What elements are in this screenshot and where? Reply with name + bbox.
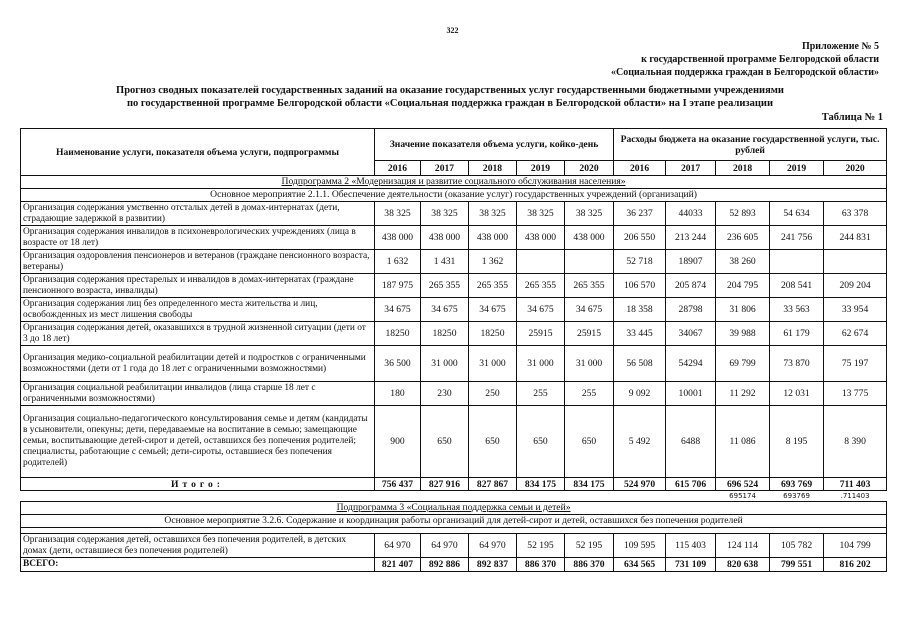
expense-value [824, 250, 887, 274]
note-spacer [469, 491, 517, 502]
expense-value [770, 250, 824, 274]
expense-value: 73 870 [770, 346, 824, 382]
note-spacer [614, 491, 666, 502]
volume-value: 438 000 [565, 226, 614, 250]
expense-value: 109 595 [614, 534, 666, 558]
expense-value: 208 541 [770, 274, 824, 298]
table-row [21, 250, 887, 274]
expense-value: 104 799 [824, 534, 887, 558]
volume-value: 18250 [375, 322, 421, 346]
expense-value: 615 706 [666, 478, 716, 491]
volume-value: 255 [517, 382, 565, 406]
volume-value: 25915 [565, 322, 614, 346]
document-heading [60, 84, 840, 110]
expense-value: 105 782 [770, 534, 824, 558]
expense-value: 11 292 [716, 382, 770, 406]
expense-value: 206 550 [614, 226, 666, 250]
volume-value: 650 [565, 406, 614, 478]
service-name: Организация содержания престарелых и инвалидов в домах-интернатах (граждане пенсионного возраста, инвалиды) [21, 274, 375, 298]
volume-value: 34 675 [421, 298, 469, 322]
volume-value: 255 [565, 382, 614, 406]
note-spacer [666, 491, 716, 502]
appendix-line1: Приложение № 5 [801, 41, 879, 52]
expense-value: 6488 [666, 406, 716, 478]
measure-2-1-1-title: Основное мероприятие 2.1.1. Обеспечение деятельности (оказание услуг) государственных учреждений (организаций) [21, 189, 887, 202]
expense-value: 36 237 [614, 202, 666, 226]
volume-value: 180 [375, 382, 421, 406]
year-header: 2019 [770, 161, 824, 176]
volume-value: 64 970 [375, 534, 421, 558]
expense-value: 236 605 [716, 226, 770, 250]
expense-value: 124 114 [716, 534, 770, 558]
handwritten-note: 693769 [770, 491, 824, 502]
table-row [21, 346, 887, 382]
year-header: 2020 [824, 161, 887, 176]
service-name: Организация социальной реабилитации инвалидов (лица старше 18 лет с ограниченными возможностями) [21, 382, 375, 406]
year-header: 2016 [614, 161, 666, 176]
note-spacer [421, 491, 469, 502]
expense-value: 62 674 [824, 322, 887, 346]
expense-value: 106 570 [614, 274, 666, 298]
expense-value: 205 874 [666, 274, 716, 298]
expense-value: 63 378 [824, 202, 887, 226]
volume-value: 52 195 [565, 534, 614, 558]
volume-value: 834 175 [517, 478, 565, 491]
volume-value: 265 355 [421, 274, 469, 298]
volume-value: 38 325 [517, 202, 565, 226]
year-header: 2016 [375, 161, 421, 176]
expense-value: 28798 [666, 298, 716, 322]
volume-value: 36 500 [375, 346, 421, 382]
expense-value: 61 179 [770, 322, 824, 346]
volume-value: 31 000 [421, 346, 469, 382]
note-spacer [375, 491, 421, 502]
expense-value: 524 970 [614, 478, 666, 491]
table-number: Таблица № 1 [821, 112, 883, 123]
volume-value: 34 675 [517, 298, 565, 322]
volume-value: 827 916 [421, 478, 469, 491]
year-header: 2018 [716, 161, 770, 176]
expense-value: 54 634 [770, 202, 824, 226]
volume-value: 1 632 [375, 250, 421, 274]
subprogram-3-title: Подпрограмма 3 «Социальная поддержка семьи и детей» [21, 502, 887, 515]
year-header: 2018 [469, 161, 517, 176]
expense-value: 693 769 [770, 478, 824, 491]
volume-value: 650 [469, 406, 517, 478]
year-header: 2020 [565, 161, 614, 176]
expense-value: 731 109 [666, 558, 716, 572]
expense-value: 799 551 [770, 558, 824, 572]
expense-value: 9 092 [614, 382, 666, 406]
expense-value: 52 893 [716, 202, 770, 226]
expense-value: 8 390 [824, 406, 887, 478]
volume-value: 438 000 [375, 226, 421, 250]
heading-line1: Прогноз сводных показателей государственных заданий на оказание государственных услуг государственными бюджетными учреждениями [116, 85, 784, 96]
expense-value: 115 403 [666, 534, 716, 558]
table-row [21, 202, 887, 226]
expense-group-header: Расходы бюджета на оказание государственной услуги, тыс. рублей [614, 129, 887, 161]
note-spacer [21, 491, 375, 502]
table-row [21, 274, 887, 298]
volume-value: 892 886 [421, 558, 469, 572]
volume-value: 250 [469, 382, 517, 406]
volume-value: 18250 [469, 322, 517, 346]
year-header: 2019 [517, 161, 565, 176]
volume-value: 650 [421, 406, 469, 478]
volume-value [517, 250, 565, 274]
expense-value: 52 718 [614, 250, 666, 274]
service-name: Организация содержания лиц без определенного места жительства и лиц, освобожденных из мест лишения свободы [21, 298, 375, 322]
expense-value: 816 202 [824, 558, 887, 572]
expense-value: 11 086 [716, 406, 770, 478]
expense-value: 696 524 [716, 478, 770, 491]
note-spacer [565, 491, 614, 502]
volume-value: 756 437 [375, 478, 421, 491]
itogo-label: Итого: [21, 478, 375, 491]
service-name: Организация содержания детей, оставшихся без попечения родителей, в детских домах (дети, оставшиеся без попечения родителей) [21, 534, 375, 558]
expense-value: 38 260 [716, 250, 770, 274]
volume-value: 438 000 [469, 226, 517, 250]
expense-value: 241 756 [770, 226, 824, 250]
expense-value: 54294 [666, 346, 716, 382]
expense-value: 13 775 [824, 382, 887, 406]
volume-value: 38 325 [469, 202, 517, 226]
expense-value: 33 445 [614, 322, 666, 346]
volume-value: 34 675 [469, 298, 517, 322]
itogo-row [21, 478, 887, 491]
volume-value: 438 000 [517, 226, 565, 250]
service-name: Организация содержания инвалидов в психоневрологических учреждениях (лица в возрасте от 18 лет) [21, 226, 375, 250]
page-number: 322 [446, 26, 459, 35]
service-name: Организация оздоровления пенсионеров и ветеранов (граждане пенсионного возраста, ветераны) [21, 250, 375, 274]
appendix-header [611, 40, 879, 79]
volume-group-header: Значение показателя объема услуги, койко-день [375, 129, 614, 161]
service-name: Организация содержания умственно отсталых детей в домах-интернатах (дети, страдающие задержкой в развитии) [21, 202, 375, 226]
volume-value: 64 970 [469, 534, 517, 558]
volume-value: 1 431 [421, 250, 469, 274]
total-row [21, 558, 887, 572]
expense-value: 75 197 [824, 346, 887, 382]
expense-value: 34067 [666, 322, 716, 346]
table-row [21, 298, 887, 322]
volume-value: 25915 [517, 322, 565, 346]
expense-value: 18907 [666, 250, 716, 274]
volume-value: 438 000 [421, 226, 469, 250]
volume-value: 886 370 [517, 558, 565, 572]
volume-value: 892 837 [469, 558, 517, 572]
table-row [21, 382, 887, 406]
volume-value: 34 675 [565, 298, 614, 322]
heading-line2: по государственной программе Белгородской области «Социальная поддержка граждан в Белгородской области» на I этапе реализации [126, 98, 774, 109]
expense-value: 31 806 [716, 298, 770, 322]
note-spacer [517, 491, 565, 502]
volume-value: 886 370 [565, 558, 614, 572]
subprogram-2-title: Подпрограмма 2 «Модернизация и развитие социального обслуживания населения» [21, 176, 887, 189]
handwritten-note: .711403 [824, 491, 887, 502]
volume-value: 38 325 [565, 202, 614, 226]
volume-value: 31 000 [469, 346, 517, 382]
expense-value: 209 204 [824, 274, 887, 298]
expense-value: 213 244 [666, 226, 716, 250]
volume-value: 230 [421, 382, 469, 406]
volume-value: 31 000 [517, 346, 565, 382]
expense-value: 69 799 [716, 346, 770, 382]
service-name: Организация медико-социальной реабилитации детей и подростков с ограниченными возможностями (дети от 1 года до 18 лет с ограниченными возможностями) [21, 346, 375, 382]
appendix-line3: «Социальная поддержка граждан в Белгородской области» [610, 67, 879, 78]
expense-value: 8 195 [770, 406, 824, 478]
expense-value: 18 358 [614, 298, 666, 322]
volume-value: 265 355 [565, 274, 614, 298]
table-row [21, 226, 887, 250]
year-header: 2017 [666, 161, 716, 176]
expense-value: 33 563 [770, 298, 824, 322]
expense-value: 820 638 [716, 558, 770, 572]
appendix-line2: к государственной программе Белгородской области [641, 54, 879, 65]
table-row [21, 406, 887, 478]
volume-value: 1 362 [469, 250, 517, 274]
expense-value: 44033 [666, 202, 716, 226]
volume-value: 38 325 [375, 202, 421, 226]
service-name: Организация содержания детей, оказавшихся в трудной жизненной ситуации (дети от 3 до 18 лет) [21, 322, 375, 346]
volume-value: 834 175 [565, 478, 614, 491]
expense-value: 33 954 [824, 298, 887, 322]
volume-value: 827 867 [469, 478, 517, 491]
volume-value: 821 407 [375, 558, 421, 572]
expense-value: 634 565 [614, 558, 666, 572]
volume-value: 187 975 [375, 274, 421, 298]
volume-value: 31 000 [565, 346, 614, 382]
expense-value: 204 795 [716, 274, 770, 298]
handwritten-notes-row [21, 491, 887, 502]
volume-value: 650 [517, 406, 565, 478]
volume-value: 900 [375, 406, 421, 478]
table-row [21, 534, 887, 558]
expense-value: 711 403 [824, 478, 887, 491]
handwritten-note: 695174 [716, 491, 770, 502]
volume-value: 52 195 [517, 534, 565, 558]
expense-value: 244 831 [824, 226, 887, 250]
volume-value: 64 970 [421, 534, 469, 558]
expense-value: 10001 [666, 382, 716, 406]
volume-value [565, 250, 614, 274]
measure-3-2-6-title: Основное мероприятие 3.2.6. Содержание и координация работы организаций для детей-сирот и детей, оставшихся без попечения родителей [21, 515, 887, 528]
expense-value: 5 492 [614, 406, 666, 478]
expense-value: 39 988 [716, 322, 770, 346]
volume-value: 18250 [421, 322, 469, 346]
volume-value: 265 355 [469, 274, 517, 298]
expense-value: 56 508 [614, 346, 666, 382]
total-label: ВСЕГО: [21, 558, 375, 572]
volume-value: 38 325 [421, 202, 469, 226]
table-row [21, 322, 887, 346]
volume-value: 265 355 [517, 274, 565, 298]
expense-value: 12 031 [770, 382, 824, 406]
volume-value: 34 675 [375, 298, 421, 322]
col-name-header: Наименование услуги, показателя объема услуги, подпрограммы [21, 129, 375, 176]
year-header: 2017 [421, 161, 469, 176]
forecast-table [20, 128, 887, 572]
service-name: Организация социально-педагогического консультирования семье и детям (кандидаты в усыновители, опекуны; дети, передаваемые на воспитание в семью; замещающие семьи, воспитывающие детей-сирот и детей, оставшихся без попечения родителей; специалисты, работающие с семьей; дети-сироты, оставшиеся без попечения родителей) [21, 406, 375, 478]
